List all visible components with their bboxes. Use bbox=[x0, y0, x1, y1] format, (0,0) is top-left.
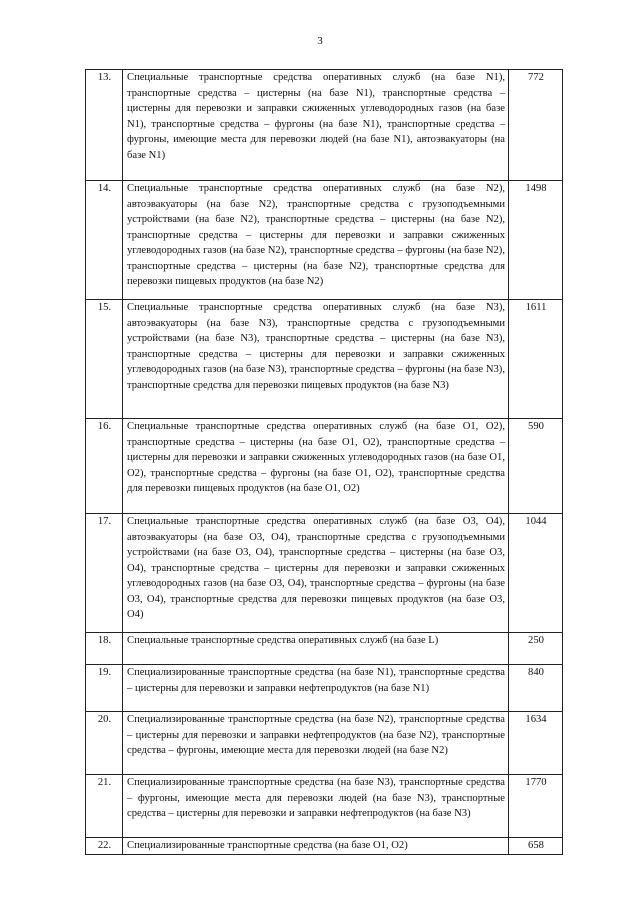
table-row bbox=[86, 181, 563, 300]
row-description: Специализированные транспортные средства (на базе N1), транспортные средства – цистерны для перевозки и заправки нефтепродуктов (на базе N1) bbox=[123, 665, 509, 712]
row-description: Специальные транспортные средства оперативных служб (на базе N3), автоэвакуаторы (на базе N3), транспортные средства с грузоподъемными устройствами (на базе N3), транспортные средства – цистерны (на базе N3), транспортные средства – цистерны для перевозки и заправки сжиженных углеводородных газов (на базе N3), транспортные средства – фургоны (на базе N3), транспортные средства для перевозки пищевых продуктов (на базе N3) bbox=[123, 300, 509, 419]
row-value: 1611 bbox=[509, 300, 563, 419]
row-value: 658 bbox=[509, 838, 563, 855]
row-description: Специальные транспортные средства оперативных служб (на базе O1, O2), транспортные средства – цистерны (на базе O1, O2), транспортные средства – цистерны для перевозки и заправки сжиженных углеводородных газов (на базе O1, O2), транспортные средства – фургоны (на базе O1, O2), транспортные средства для перевозки пищевых продуктов (на базе O1, O2) bbox=[123, 419, 509, 514]
row-value: 250 bbox=[509, 633, 563, 665]
row-value: 772 bbox=[509, 70, 563, 181]
row-number: 18. bbox=[86, 633, 123, 665]
row-number: 21. bbox=[86, 775, 123, 838]
row-value: 1770 bbox=[509, 775, 563, 838]
row-value: 1498 bbox=[509, 181, 563, 300]
table-row bbox=[86, 775, 563, 838]
row-value: 590 bbox=[509, 419, 563, 514]
row-number: 15. bbox=[86, 300, 123, 419]
row-number: 14. bbox=[86, 181, 123, 300]
table-row bbox=[86, 300, 563, 419]
row-number: 20. bbox=[86, 712, 123, 775]
row-value: 1044 bbox=[509, 514, 563, 633]
table-row bbox=[86, 70, 563, 181]
vehicle-category-table bbox=[85, 69, 563, 855]
row-description: Специальные транспортные средства оперативных служб (на базе L) bbox=[123, 633, 509, 665]
row-number: 16. bbox=[86, 419, 123, 514]
row-description: Специализированные транспортные средства (на базе N2), транспортные средства – цистерны для перевозки и заправки нефтепродуктов (на базе N2), транспортные средства – фургоны, имеющие места для перевозки людей (на базе N2) bbox=[123, 712, 509, 775]
page-number: 3 bbox=[317, 35, 323, 47]
row-description: Специализированные транспортные средства (на базе O1, O2) bbox=[123, 838, 509, 855]
row-value: 1634 bbox=[509, 712, 563, 775]
table-row bbox=[86, 419, 563, 514]
table-row bbox=[86, 514, 563, 633]
row-number: 19. bbox=[86, 665, 123, 712]
table-row bbox=[86, 838, 563, 855]
row-description: Специальные транспортные средства оперативных служб (на базе N1), транспортные средства – цистерны (на базе N1), транспортные средства – цистерны для перевозки и заправки сжиженных углеводородных газов (на базе N1), транспортные средства – фургоны (на базе N1), транспортные средства – фургоны, имеющие места для перевозки людей (на базе N1), автоэвакуаторы (на базе N1) bbox=[123, 70, 509, 181]
row-description: Специализированные транспортные средства (на базе N3), транспортные средства – фургоны, имеющие места для перевозки людей (на базе N3), транспортные средства – цистерны для перевозки и заправки нефтепродуктов (на базе N3) bbox=[123, 775, 509, 838]
table-row bbox=[86, 712, 563, 775]
row-description: Специальные транспортные средства оперативных служб (на базе N2), автоэвакуаторы (на базе N2), транспортные средства с грузоподъемными устройствами (на базе N2), транспортные средства – цистерны (на базе N2), транспортные средства – цистерны для перевозки и заправки сжиженных углеводородных газов (на базе N2), транспортные средства – фургоны (на базе N2), транспортные средства – цистерны (на базе N2), транспортные средства для перевозки пищевых продуктов (на базе N2) bbox=[123, 181, 509, 300]
row-value: 840 bbox=[509, 665, 563, 712]
row-number: 17. bbox=[86, 514, 123, 633]
table-row bbox=[86, 665, 563, 712]
table-row bbox=[86, 633, 563, 665]
row-number: 13. bbox=[86, 70, 123, 181]
row-number: 22. bbox=[86, 838, 123, 855]
row-description: Специальные транспортные средства оперативных служб (на базе O3, O4), автоэвакуаторы (на базе O3, O4), транспортные средства с грузоподъемными устройствами (на базе O3, O4), транспортные средства – цистерны (на базе O3, O4), транспортные средства – цистерны для перевозки и заправки сжиженных углеводородных газов (на базе O3, O4), транспортные средства – фургоны (на базе O3, O4), транспортные средства для перевозки пищевых продуктов (на базе O3, O4) bbox=[123, 514, 509, 633]
